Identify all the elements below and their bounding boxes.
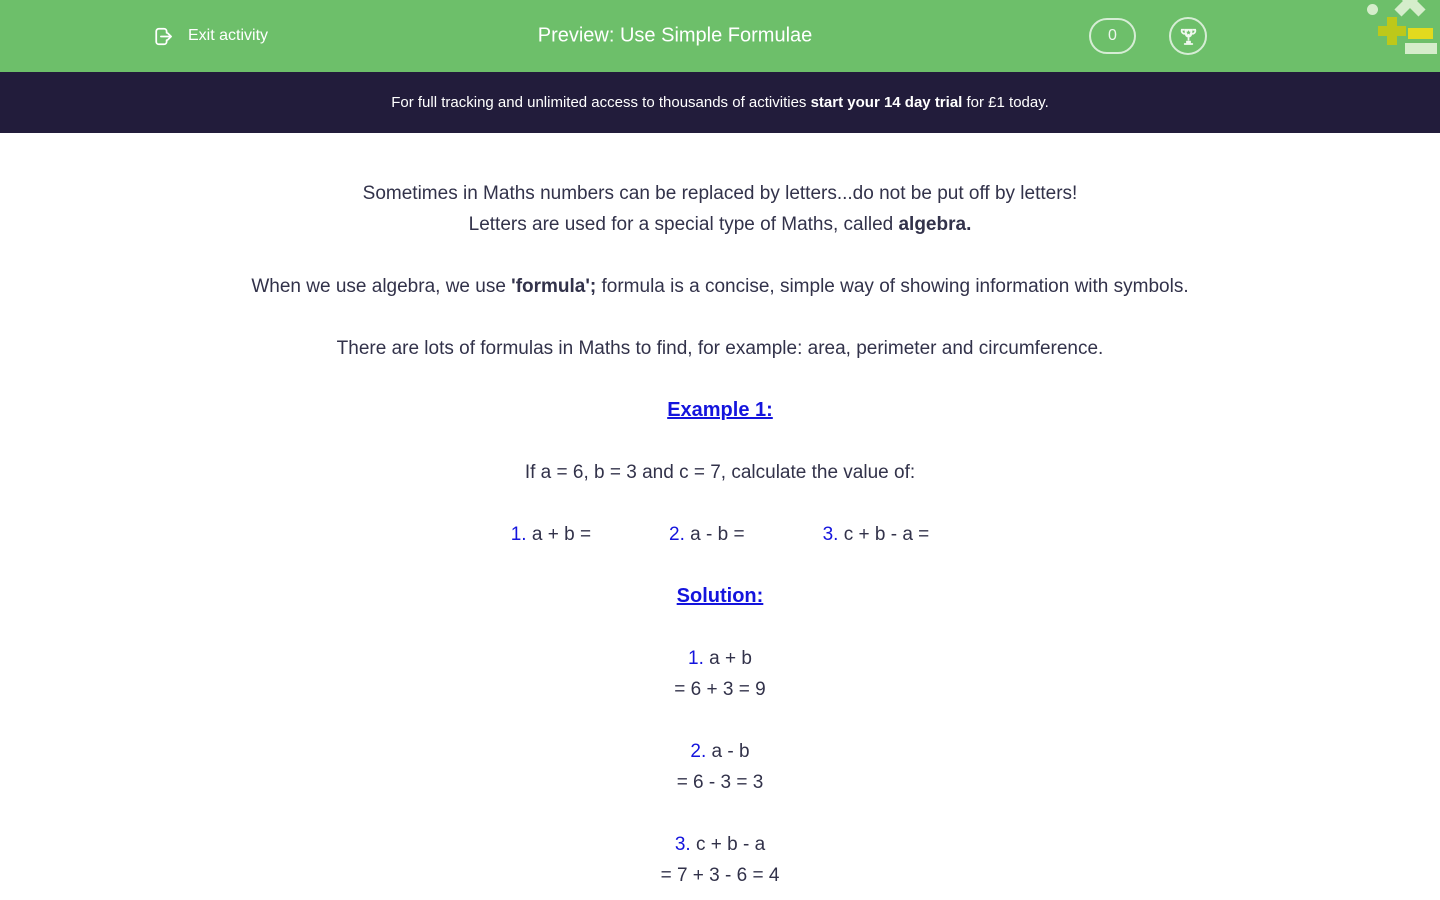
solution-expression: a + b <box>703 648 752 669</box>
exit-activity-label: Exit activity <box>188 27 269 44</box>
solution-block-1: 1. a + b = 6 + 3 = 9 <box>674 648 766 700</box>
questions-row <box>0 519 1440 550</box>
trial-banner <box>0 72 1440 133</box>
intro-line2: Letters are used for a special type of Maths, called <box>468 214 899 235</box>
question-item-1: 1. a + b = <box>510 524 592 545</box>
example-heading: Example 1: <box>667 399 773 421</box>
logo-plus-icon <box>1378 17 1406 45</box>
activity-content <box>0 133 1440 891</box>
question-item-3: 3. c + b - a = <box>822 524 930 545</box>
intro-paragraph <box>0 178 1440 240</box>
trophy-icon <box>1177 25 1200 48</box>
solution-working: = 6 - 3 = 3 <box>676 772 764 793</box>
logout-icon <box>150 23 177 50</box>
formula-term: 'formula'; <box>511 276 597 297</box>
trophy-button[interactable] <box>1169 17 1207 55</box>
page-title: Preview: Use Simple Formulae <box>537 24 813 47</box>
solution-working: = 6 + 3 = 9 <box>674 679 766 700</box>
logo-dot-icon <box>1367 4 1378 15</box>
score-value: 0 <box>1108 27 1117 44</box>
solution-block-2: 2. a - b = 6 - 3 = 3 <box>676 741 764 793</box>
formula-paragraph: When we use algebra, we use 'formula'; formula is a concise, simple way of showing information with symbols. <box>251 276 1189 297</box>
app-header <box>0 0 1440 72</box>
examples-paragraph: There are lots of formulas in Maths to find, for example: area, perimeter and circumference. <box>336 338 1104 359</box>
solution-working: = 7 + 3 - 6 = 4 <box>660 865 780 886</box>
score-badge <box>1089 18 1136 54</box>
trial-link-text: start your 14 day trial <box>810 94 963 111</box>
logo-equals-icon <box>1408 28 1433 39</box>
solution-block-3: 3. c + b - a = 7 + 3 - 6 = 4 <box>660 834 780 886</box>
solution-expression: c + b - a <box>690 834 766 855</box>
exit-activity-button[interactable] <box>150 0 268 72</box>
trial-text-pre: For full tracking and unlimited access to thousands of activities <box>391 94 811 111</box>
logo-minus-icon <box>1405 43 1437 54</box>
solution-expression: a - b <box>706 741 750 762</box>
trial-banner-text <box>391 94 1049 111</box>
question-item-2: 2. a - b = <box>669 524 745 545</box>
given-values-line: If a = 6, b = 3 and c = 7, calculate the value of: <box>524 462 916 483</box>
intro-line1: Sometimes in Maths numbers can be replaced by letters...do not be put off by letters! <box>362 183 1078 204</box>
brand-logo <box>1355 0 1440 58</box>
algebra-term: algebra. <box>898 214 972 235</box>
solution-heading: Solution: <box>676 585 764 607</box>
trial-text-post: for £1 today. <box>962 94 1049 111</box>
